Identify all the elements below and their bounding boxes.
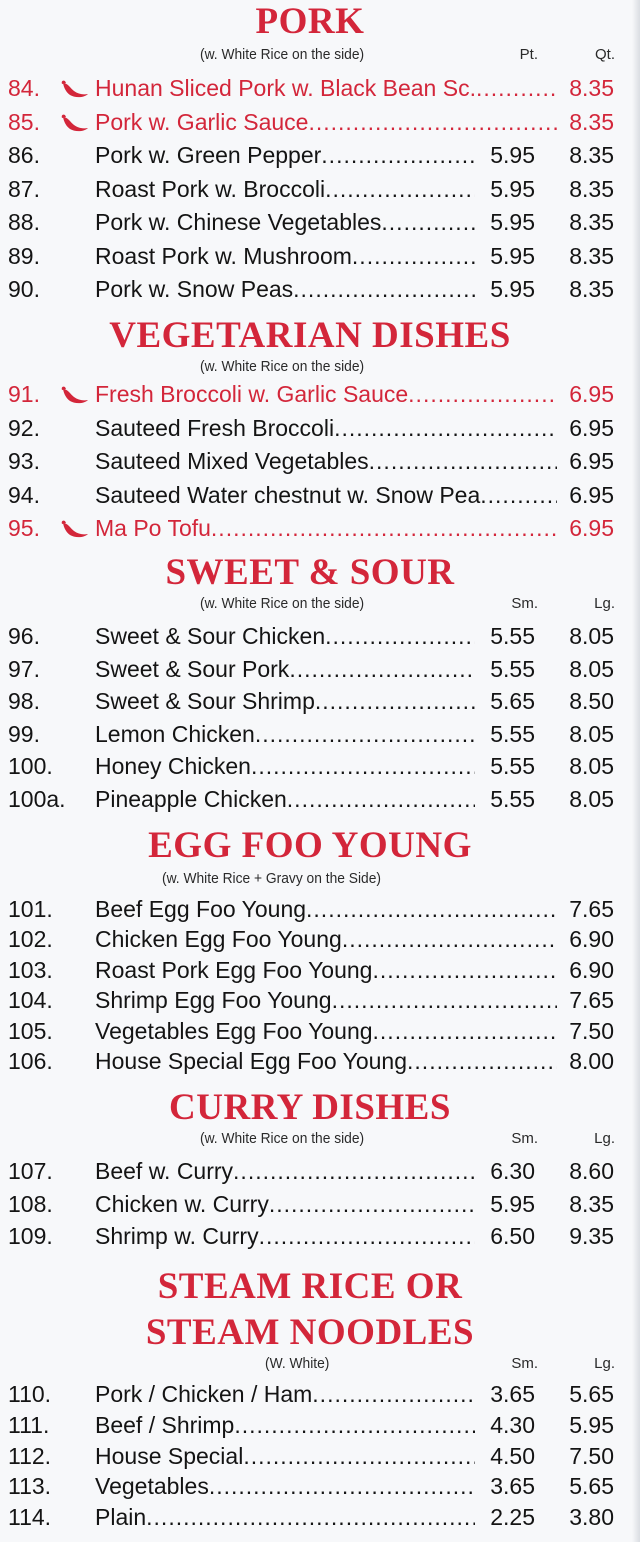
price-large: 8.05 <box>569 786 614 812</box>
price-small: 5.95 <box>490 1191 535 1217</box>
price-small: 5.55 <box>490 656 535 682</box>
menu-item-row <box>0 893 640 925</box>
menu-item-row <box>0 106 640 138</box>
section-title: EGG FOO YOUNG <box>148 825 472 866</box>
item-name: Roast Pork Egg Foo Young ..... <box>95 954 557 986</box>
price-large: 3.80 <box>569 1504 614 1530</box>
section-title: STEAM RICE OR <box>157 1266 463 1307</box>
item-number: 99. <box>8 721 40 747</box>
section-note: (w. White Rice + Gravy on the Side) <box>162 870 381 887</box>
menu-item-row <box>0 445 640 477</box>
item-number: 87. <box>8 176 40 202</box>
menu-item-row <box>0 750 640 782</box>
menu-item-row <box>0 273 640 305</box>
section-note: (w. White Rice on the side) <box>200 595 365 612</box>
item-name: Chicken Egg Foo Young ..... <box>95 923 557 955</box>
menu-item-row <box>0 1188 640 1220</box>
item-number: 104. <box>8 987 53 1013</box>
section-title: VEGETARIAN DISHES <box>109 315 511 356</box>
item-number: 108. <box>8 1191 53 1217</box>
menu-item-row <box>0 512 640 544</box>
item-number: 94. <box>8 482 40 508</box>
item-name: Pork w. Garlic Sauce ..... <box>95 106 557 138</box>
price: 6.95 <box>569 381 614 407</box>
item-name: Pineapple Chicken ..... <box>95 783 475 815</box>
item-number: 103. <box>8 957 53 983</box>
section-title: SWEET & SOUR <box>165 552 455 593</box>
item-number: 86. <box>8 142 40 168</box>
price-large: 7.50 <box>569 1443 614 1469</box>
item-name: Hunan Sliced Pork w. Black Bean Sc. ..... <box>95 72 557 104</box>
item-number: 92. <box>8 415 40 441</box>
price-large: 8.05 <box>569 721 614 747</box>
item-name: Vegetables ..... <box>95 1470 475 1502</box>
menu-item-row <box>0 1378 640 1410</box>
column-header-large: Lg. <box>594 1355 615 1372</box>
price: 8.00 <box>569 1048 614 1074</box>
item-name: Pork w. Green Pepper ..... <box>95 139 475 171</box>
chili-pepper-icon <box>60 519 90 539</box>
price-large: 9.35 <box>569 1223 614 1249</box>
item-number: 102. <box>8 926 53 952</box>
price-large: 8.05 <box>569 753 614 779</box>
item-name: Roast Pork w. Broccoli ..... <box>95 173 475 205</box>
price-small: 5.55 <box>490 721 535 747</box>
item-number: 96. <box>8 623 40 649</box>
item-number: 95. <box>8 515 40 541</box>
price: 6.95 <box>569 448 614 474</box>
price: 7.65 <box>569 896 614 922</box>
item-name: Beef w. Curry ..... <box>95 1155 475 1187</box>
menu-item-row <box>0 412 640 444</box>
column-header-small: Pt. <box>519 46 538 63</box>
price-large: 5.95 <box>569 1412 614 1438</box>
price-large: 8.35 <box>569 1191 614 1217</box>
menu-item-row <box>0 1155 640 1187</box>
price-small: 5.95 <box>490 276 535 302</box>
chili-pepper-icon <box>60 79 90 99</box>
price-large: 8.35 <box>569 276 614 302</box>
price-small: 2.25 <box>490 1504 535 1530</box>
item-number: 91. <box>8 381 40 407</box>
column-header-large: Lg. <box>594 595 615 612</box>
menu-item-row <box>0 620 640 652</box>
price-small: 4.50 <box>490 1443 535 1469</box>
menu-item-row <box>0 923 640 955</box>
menu-item-row <box>0 378 640 410</box>
menu-item-row <box>0 173 640 205</box>
price-large: 8.35 <box>569 142 614 168</box>
chili-pepper-icon <box>60 385 90 405</box>
menu-item-row <box>0 479 640 511</box>
item-number: 106. <box>8 1048 53 1074</box>
price: 7.65 <box>569 987 614 1013</box>
price-large: 8.35 <box>569 243 614 269</box>
menu-item-row <box>0 1220 640 1252</box>
item-number: 100a. <box>8 786 66 812</box>
column-header-small: Sm. <box>511 1355 538 1372</box>
item-number: 84. <box>8 75 40 101</box>
price-large: 5.65 <box>569 1381 614 1407</box>
item-number: 114. <box>8 1504 52 1530</box>
item-name: Sauteed Fresh Broccoli ..... <box>95 412 557 444</box>
column-header-large: Lg. <box>594 1130 615 1147</box>
section-title: STEAM NOODLES <box>145 1312 475 1353</box>
menu-item-row <box>0 206 640 238</box>
menu-item-row <box>0 72 640 104</box>
price-large: 8.05 <box>569 623 614 649</box>
price-small: 5.55 <box>490 786 535 812</box>
price: 6.95 <box>569 482 614 508</box>
price-small: 5.95 <box>490 243 535 269</box>
item-name: Chicken w. Curry ..... <box>95 1188 475 1220</box>
item-number: 113. <box>8 1473 52 1499</box>
item-number: 112. <box>8 1443 52 1469</box>
item-name: Roast Pork w. Mushroom ..... <box>95 240 475 272</box>
price-small: 6.50 <box>490 1223 535 1249</box>
item-name: Pork / Chicken / Ham ..... <box>95 1378 475 1410</box>
item-number: 110. <box>8 1381 52 1407</box>
menu-item-row <box>0 984 640 1016</box>
price: 8.35 <box>569 109 614 135</box>
item-name: Ma Po Tofu ..... <box>95 512 557 544</box>
item-name: Shrimp Egg Foo Young ..... <box>95 984 557 1016</box>
item-name: Sauteed Water chestnut w. Snow Pea ..... <box>95 479 557 511</box>
item-name: Honey Chicken ..... <box>95 750 475 782</box>
price-small: 3.65 <box>490 1473 535 1499</box>
price-small: 4.30 <box>490 1412 535 1438</box>
item-name: House Special Egg Foo Young ..... <box>95 1045 557 1077</box>
menu-item-row <box>0 1501 640 1533</box>
item-number: 105. <box>8 1018 53 1044</box>
item-name: Pork w. Chinese Vegetables ..... <box>95 206 475 238</box>
menu-item-row <box>0 139 640 171</box>
item-number: 88. <box>8 209 40 235</box>
item-number: 93. <box>8 448 40 474</box>
menu-item-row <box>0 1440 640 1472</box>
section-note: (w. White Rice on the side) <box>200 1130 365 1147</box>
section-title: PORK <box>255 1 365 42</box>
column-header-large: Qt. <box>594 46 615 63</box>
price-large: 8.35 <box>569 176 614 202</box>
section-note: (w. White Rice on the side) <box>200 46 365 63</box>
price-small: 5.65 <box>490 688 535 714</box>
price-large: 8.05 <box>569 656 614 682</box>
price: 8.35 <box>569 75 614 101</box>
item-number: 111. <box>8 1412 50 1438</box>
paper-edge <box>632 0 640 1542</box>
price-small: 5.55 <box>490 623 535 649</box>
item-number: 101. <box>8 896 53 922</box>
menu-item-row <box>0 1045 640 1077</box>
item-number: 107. <box>8 1158 53 1184</box>
section-note: (W. White) <box>265 1355 330 1372</box>
item-name: Beef Egg Foo Young ..... <box>95 893 557 925</box>
item-name: Beef / Shrimp ..... <box>95 1409 475 1441</box>
price-large: 8.50 <box>569 688 614 714</box>
price-small: 6.30 <box>490 1158 535 1184</box>
column-header-small: Sm. <box>511 595 538 612</box>
item-number: 98. <box>8 688 40 714</box>
price-large: 8.60 <box>569 1158 614 1184</box>
menu-item-row <box>0 954 640 986</box>
item-name: Fresh Broccoli w. Garlic Sauce ..... <box>95 378 557 410</box>
price: 6.90 <box>569 957 614 983</box>
price-small: 5.95 <box>490 176 535 202</box>
price-small: 5.95 <box>490 209 535 235</box>
item-number: 89. <box>8 243 40 269</box>
item-number: 100. <box>8 753 53 779</box>
menu-item-row <box>0 685 640 717</box>
menu-item-row <box>0 653 640 685</box>
item-name: Pork w. Snow Peas ..... <box>95 273 475 305</box>
item-name: Vegetables Egg Foo Young ..... <box>95 1015 557 1047</box>
menu-item-row <box>0 240 640 272</box>
menu-item-row <box>0 1409 640 1441</box>
menu-item-row <box>0 783 640 815</box>
column-header-small: Sm. <box>511 1130 538 1147</box>
item-name: Sweet & Sour Shrimp ..... <box>95 685 475 717</box>
price-large: 5.65 <box>569 1473 614 1499</box>
menu-item-row <box>0 1015 640 1047</box>
price-small: 5.55 <box>490 753 535 779</box>
chili-pepper-icon <box>60 113 90 133</box>
price: 7.50 <box>569 1018 614 1044</box>
price-small: 3.65 <box>490 1381 535 1407</box>
item-number: 90. <box>8 276 40 302</box>
item-number: 85. <box>8 109 40 135</box>
menu-item-row <box>0 718 640 750</box>
item-number: 109. <box>8 1223 53 1249</box>
item-name: Sweet & Sour Pork ..... <box>95 653 475 685</box>
item-name: Plain ..... <box>95 1501 475 1533</box>
price: 6.95 <box>569 515 614 541</box>
price-small: 5.95 <box>490 142 535 168</box>
price: 6.95 <box>569 415 614 441</box>
price: 6.90 <box>569 926 614 952</box>
item-name: Sweet & Sour Chicken ..... <box>95 620 475 652</box>
menu-item-row <box>0 1470 640 1502</box>
item-name: Lemon Chicken ..... <box>95 718 475 750</box>
item-number: 97. <box>8 656 40 682</box>
price-large: 8.35 <box>569 209 614 235</box>
item-name: Shrimp w. Curry ..... <box>95 1220 475 1252</box>
item-name: House Special ..... <box>95 1440 475 1472</box>
section-title: CURRY DISHES <box>169 1087 451 1128</box>
section-note: (w. White Rice on the side) <box>200 358 365 375</box>
item-name: Sauteed Mixed Vegetables ..... <box>95 445 557 477</box>
